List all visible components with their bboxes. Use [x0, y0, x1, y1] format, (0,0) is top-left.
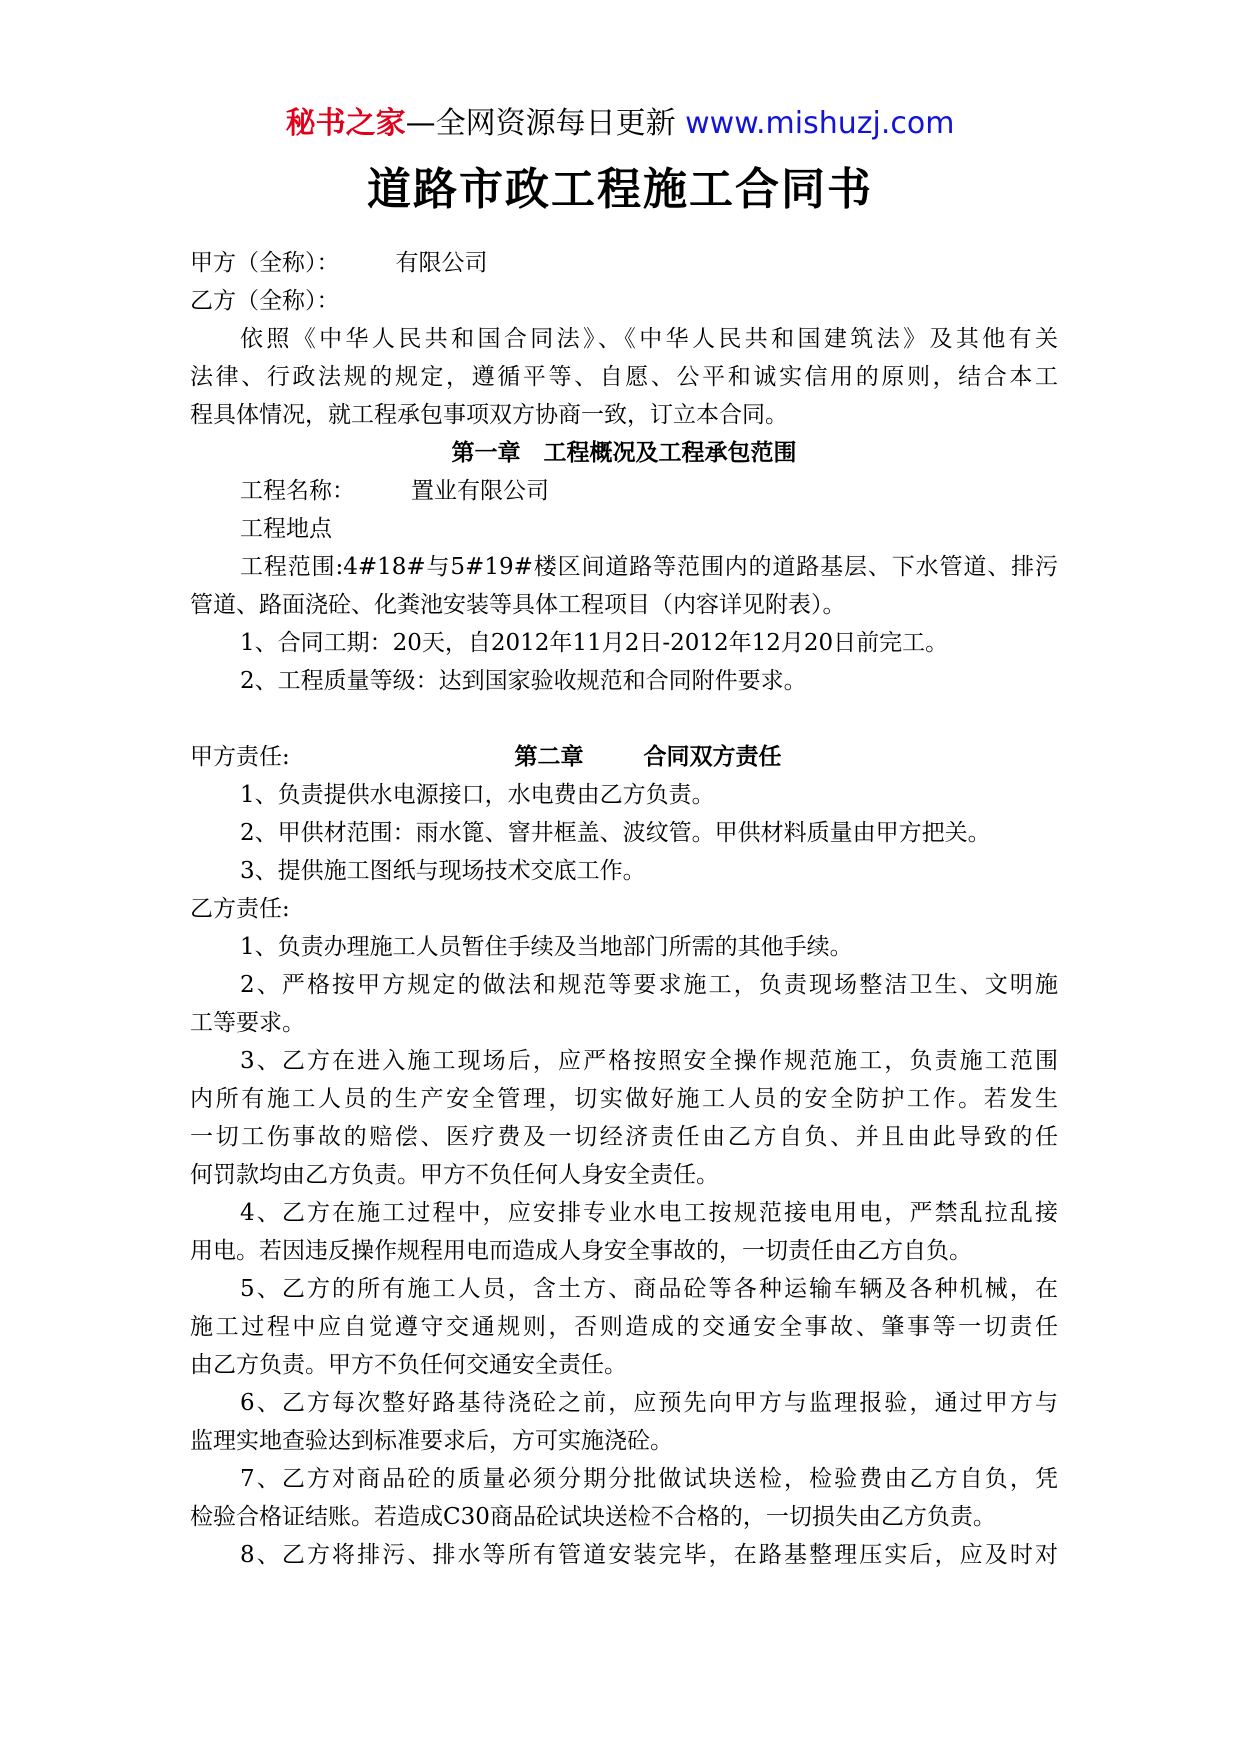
paragraph-line: 法律、行政法规的规定，遵循平等、自愿、公平和诚实信用的原则，结合本工	[190, 364, 1058, 390]
party-b-line	[190, 282, 1058, 320]
project-location-line	[190, 510, 1058, 548]
site-banner	[0, 102, 1240, 146]
scope-paragraph	[190, 548, 1058, 624]
party-b-duty-line: 3、乙方在进入施工现场后，应严格按照安全操作规范施工，负责施工范围	[240, 1048, 1058, 1074]
intro-paragraph	[190, 320, 1058, 434]
party-b-duty-line: 施工过程中应自觉遵守交通规则，否则造成的交通安全事故、肇事等一切责任	[190, 1314, 1058, 1340]
party-b-duty-line: 7、乙方对商品砼的质量必须分期分批做试块送检，检验费由乙方自负，凭	[240, 1466, 1058, 1492]
document-title: 道路市政工程施工合同书	[367, 164, 873, 215]
chapter-2-title: 合同双方责任	[643, 744, 782, 770]
project-name-line	[190, 472, 1058, 510]
party-b-duty-line: 6、乙方每次整好路基待浇砼之前，应预先向甲方与监理报验，通过甲方与	[240, 1390, 1058, 1416]
paragraph-line: 程具体情况，就工程承包事项双方协商一致，订立本合同。	[190, 402, 788, 428]
chapter-1-item: 2、工程质量等级：达到国家验收规范和合同附件要求。	[240, 668, 807, 694]
chapter-1-item: 1、合同工期：20天，自2012年11月2日-2012年12月20日前完工。	[240, 630, 949, 656]
banner-slogan: —全网资源每日更新	[405, 106, 676, 141]
party-b-duty-line: 用电。若因违反操作规程用电而造成人身安全事故的，一切责任由乙方自负。	[190, 1238, 972, 1264]
party-b-duty-line: 1、负责办理施工人员暂住手续及当地部门所需的其他手续。	[240, 934, 853, 960]
project-name-label: 工程名称：	[240, 478, 355, 504]
party-b-duty-line: 4、乙方在施工过程中，应安排专业水电工按规范接电用电，严禁乱拉乱接	[240, 1200, 1058, 1226]
party-a-line	[190, 244, 1058, 282]
party-b-duty-line: 内所有施工人员的生产安全管理，切实做好施工人员的安全防护工作。若发生	[190, 1086, 1058, 1112]
party-a-duty: 3、提供施工图纸与现场技术交底工作。	[240, 858, 646, 884]
party-b-duty-line: 2、严格按甲方规定的做法和规范等要求施工，负责现场整洁卫生、文明施	[240, 972, 1058, 998]
party-b-duty-line: 一切工伤事故的赔偿、医疗费及一切经济责任由乙方自负、并且由此导致的任	[190, 1124, 1058, 1150]
party-a-value: 有限公司	[395, 250, 488, 276]
chapter-1-heading: 第一章 工程概况及工程承包范围	[451, 440, 797, 466]
banner-brand: 秘书之家	[285, 106, 406, 141]
party-b-label: 乙方（全称）：	[190, 288, 340, 314]
project-name-value: 置业有限公司	[411, 478, 549, 504]
paragraph-line: 依照《中华人民共和国合同法》、《中华人民共和国建筑法》及其他有关	[240, 326, 1058, 352]
party-b-duty-line: 工等要求。	[190, 1010, 305, 1036]
party-a-duty: 2、甲供材范围：雨水篦、窨井框盖、波纹管。甲供材料质量由甲方把关。	[240, 820, 991, 846]
chapter-2-number: 第二章	[514, 744, 584, 770]
paragraph-line: 管道、路面浇砼、化粪池安装等具体工程项目（内容详见附表）。	[190, 592, 846, 618]
party-b-duty-line: 何罚款均由乙方负责。甲方不负任何人身安全责任。	[190, 1162, 719, 1188]
party-b-duty-line: 监理实地查验达到标准要求后，方可实施浇砼。	[190, 1428, 673, 1454]
party-b-duty-line: 由乙方负责。甲方不负任何交通安全责任。	[190, 1352, 627, 1378]
party-b-duty-line: 5、乙方的所有施工人员，含土方、商品砼等各种运输车辆及各种机械，在	[240, 1276, 1058, 1302]
paragraph-line: 工程范围:4#18#与5#19#楼区间道路等范围内的道路基层、下水管道、排污	[240, 554, 1058, 580]
banner-site-link[interactable]: www.mishuzj.com	[685, 106, 955, 141]
document-body	[190, 244, 1058, 1574]
party-b-duty-line: 8、乙方将排污、排水等所有管道安装完毕，在路基整理压实后，应及时对	[240, 1542, 1058, 1568]
party-a-label: 甲方（全称）：	[190, 250, 340, 276]
party-b-duties-title: 乙方责任:	[190, 896, 290, 922]
party-a-duty: 1、负责提供水电源接口，水电费由乙方负责。	[240, 782, 715, 808]
party-b-duty-line: 检验合格证结账。若造成C30商品砼试块送检不合格的，一切损失由乙方负责。	[190, 1504, 996, 1530]
project-location-label: 工程地点	[240, 516, 332, 542]
party-a-duties-title: 甲方责任:	[190, 744, 290, 770]
